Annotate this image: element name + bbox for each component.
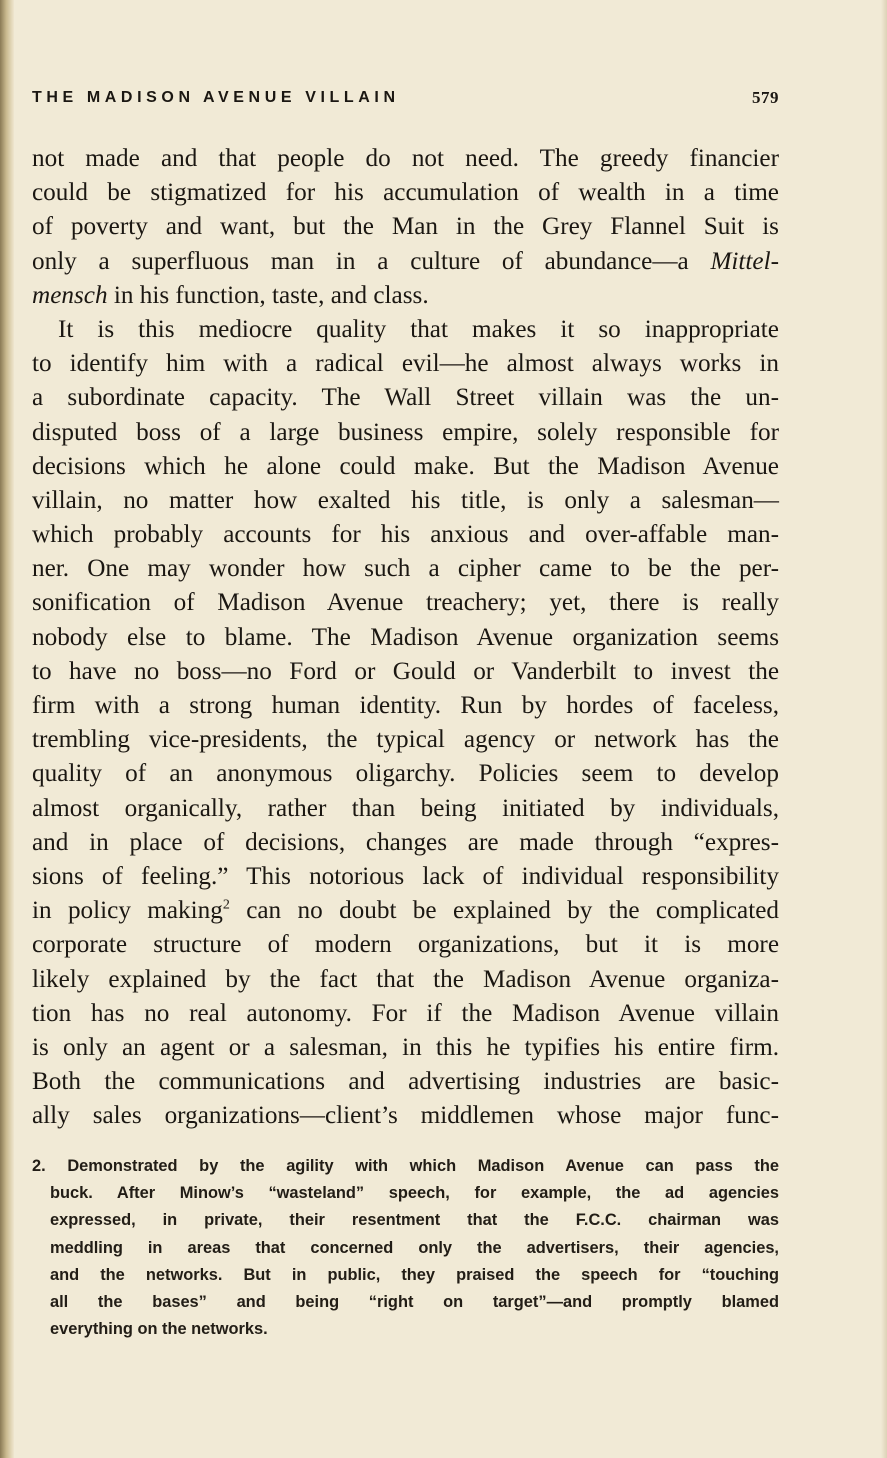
paragraph-start-line: It is this mediocre quality that makes it so inappropriate <box>58 315 779 343</box>
text-line: Both the communications and advertising industries are basic- <box>32 1068 779 1096</box>
text-run: can no doubt be explained by the complicated <box>246 897 779 925</box>
text-line <box>32 894 779 928</box>
text-line: almost organically, rather than being initiated by individuals, <box>32 794 779 822</box>
footnote-line: and the networks. But in public, they praised the speech for “touching <box>50 1265 779 1284</box>
text-line: firm with a strong human identity. Run by hordes of faceless, <box>32 692 779 719</box>
text-run: in his function, taste, and class. <box>113 281 429 309</box>
text-line: ner. One may wonder how such a cipher came to be the per- <box>32 555 779 583</box>
italic-term: Mittel- <box>710 247 779 275</box>
text-run: only a superfluous man in a culture of abundance—a <box>32 247 689 275</box>
text-line: trembling vice-presidents, the typical agency or network has the <box>32 726 779 754</box>
text-line: tion has no real autonomy. For if the Madison Avenue villain <box>32 999 779 1027</box>
text-line: to identify him with a radical evil—he almost always works in <box>32 350 779 378</box>
page-gutter-shadow <box>0 0 14 1458</box>
footnote-line: everything on the networks. <box>50 1320 268 1339</box>
footnote-line: buck. After Minow’s “wasteland” speech, for example, the ad agencies <box>50 1184 779 1203</box>
text-line: sonification of Madison Avenue treachery; yet, there is really <box>32 589 779 617</box>
text-line: villain, no matter how exalted his title, is only a salesman— <box>32 486 779 514</box>
footnote-reference: 2 <box>222 897 230 913</box>
page-number: 579 <box>752 88 779 107</box>
italic-term: mensch <box>32 281 108 309</box>
text-line: sions of feeling.” This notorious lack of individual responsibility <box>32 862 779 890</box>
page-edge-shadow <box>881 0 887 1458</box>
footnote-line: meddling in areas that concerned only the advertisers, their agencies, <box>50 1238 779 1257</box>
running-head <box>32 86 779 110</box>
text-line: nobody else to blame. The Madison Avenue organization seems <box>32 623 779 651</box>
text-run: in policy making <box>32 897 223 925</box>
text-line: ally sales organizations—client’s middlemen whose major func- <box>32 1102 779 1130</box>
text-line: is only an agent or a salesman, in this he typifies his entire firm. <box>32 1033 779 1061</box>
footnote-line: expressed, in private, their resentment that the F.C.C. chairman was <box>50 1211 779 1230</box>
text-line: corporate structure of modern organizations, but it is more <box>32 931 779 959</box>
text-line: a subordinate capacity. The Wall Street villain was the un- <box>32 384 779 412</box>
body-text <box>32 142 779 1133</box>
text-line: not made and that people do not need. The greedy financier <box>32 145 779 172</box>
text-line: to have no boss—no Ford or Gould or Vanderbilt to invest the <box>32 657 779 685</box>
text-line <box>32 245 779 279</box>
text-line: could be stigmatized for his accumulation of wealth in a time <box>32 179 779 207</box>
text-line: quality of an anonymous oligarchy. Policies seem to develop <box>32 760 779 788</box>
text-line <box>32 279 779 313</box>
footnote-line: 2. Demonstrated by the agility with which Madison Avenue can pass the <box>32 1157 779 1175</box>
text-line: disputed boss of a large business empire, solely responsible for <box>32 418 779 446</box>
running-title: THE MADISON AVENUE VILLAIN <box>32 89 400 106</box>
footnote-line: all the bases” and being “right on target”—and promptly blamed <box>50 1292 779 1311</box>
text-line: decisions which he alone could make. But the Madison Avenue <box>32 452 779 480</box>
text-line: and in place of decisions, changes are made through “expres- <box>32 828 779 856</box>
footnote <box>32 1153 779 1343</box>
text-line: of poverty and want, but the Man in the Grey Flannel Suit is <box>32 213 779 241</box>
text-line: likely explained by the fact that the Madison Avenue organiza- <box>32 965 779 993</box>
text-line: which probably accounts for his anxious and over-affable man- <box>32 521 779 549</box>
